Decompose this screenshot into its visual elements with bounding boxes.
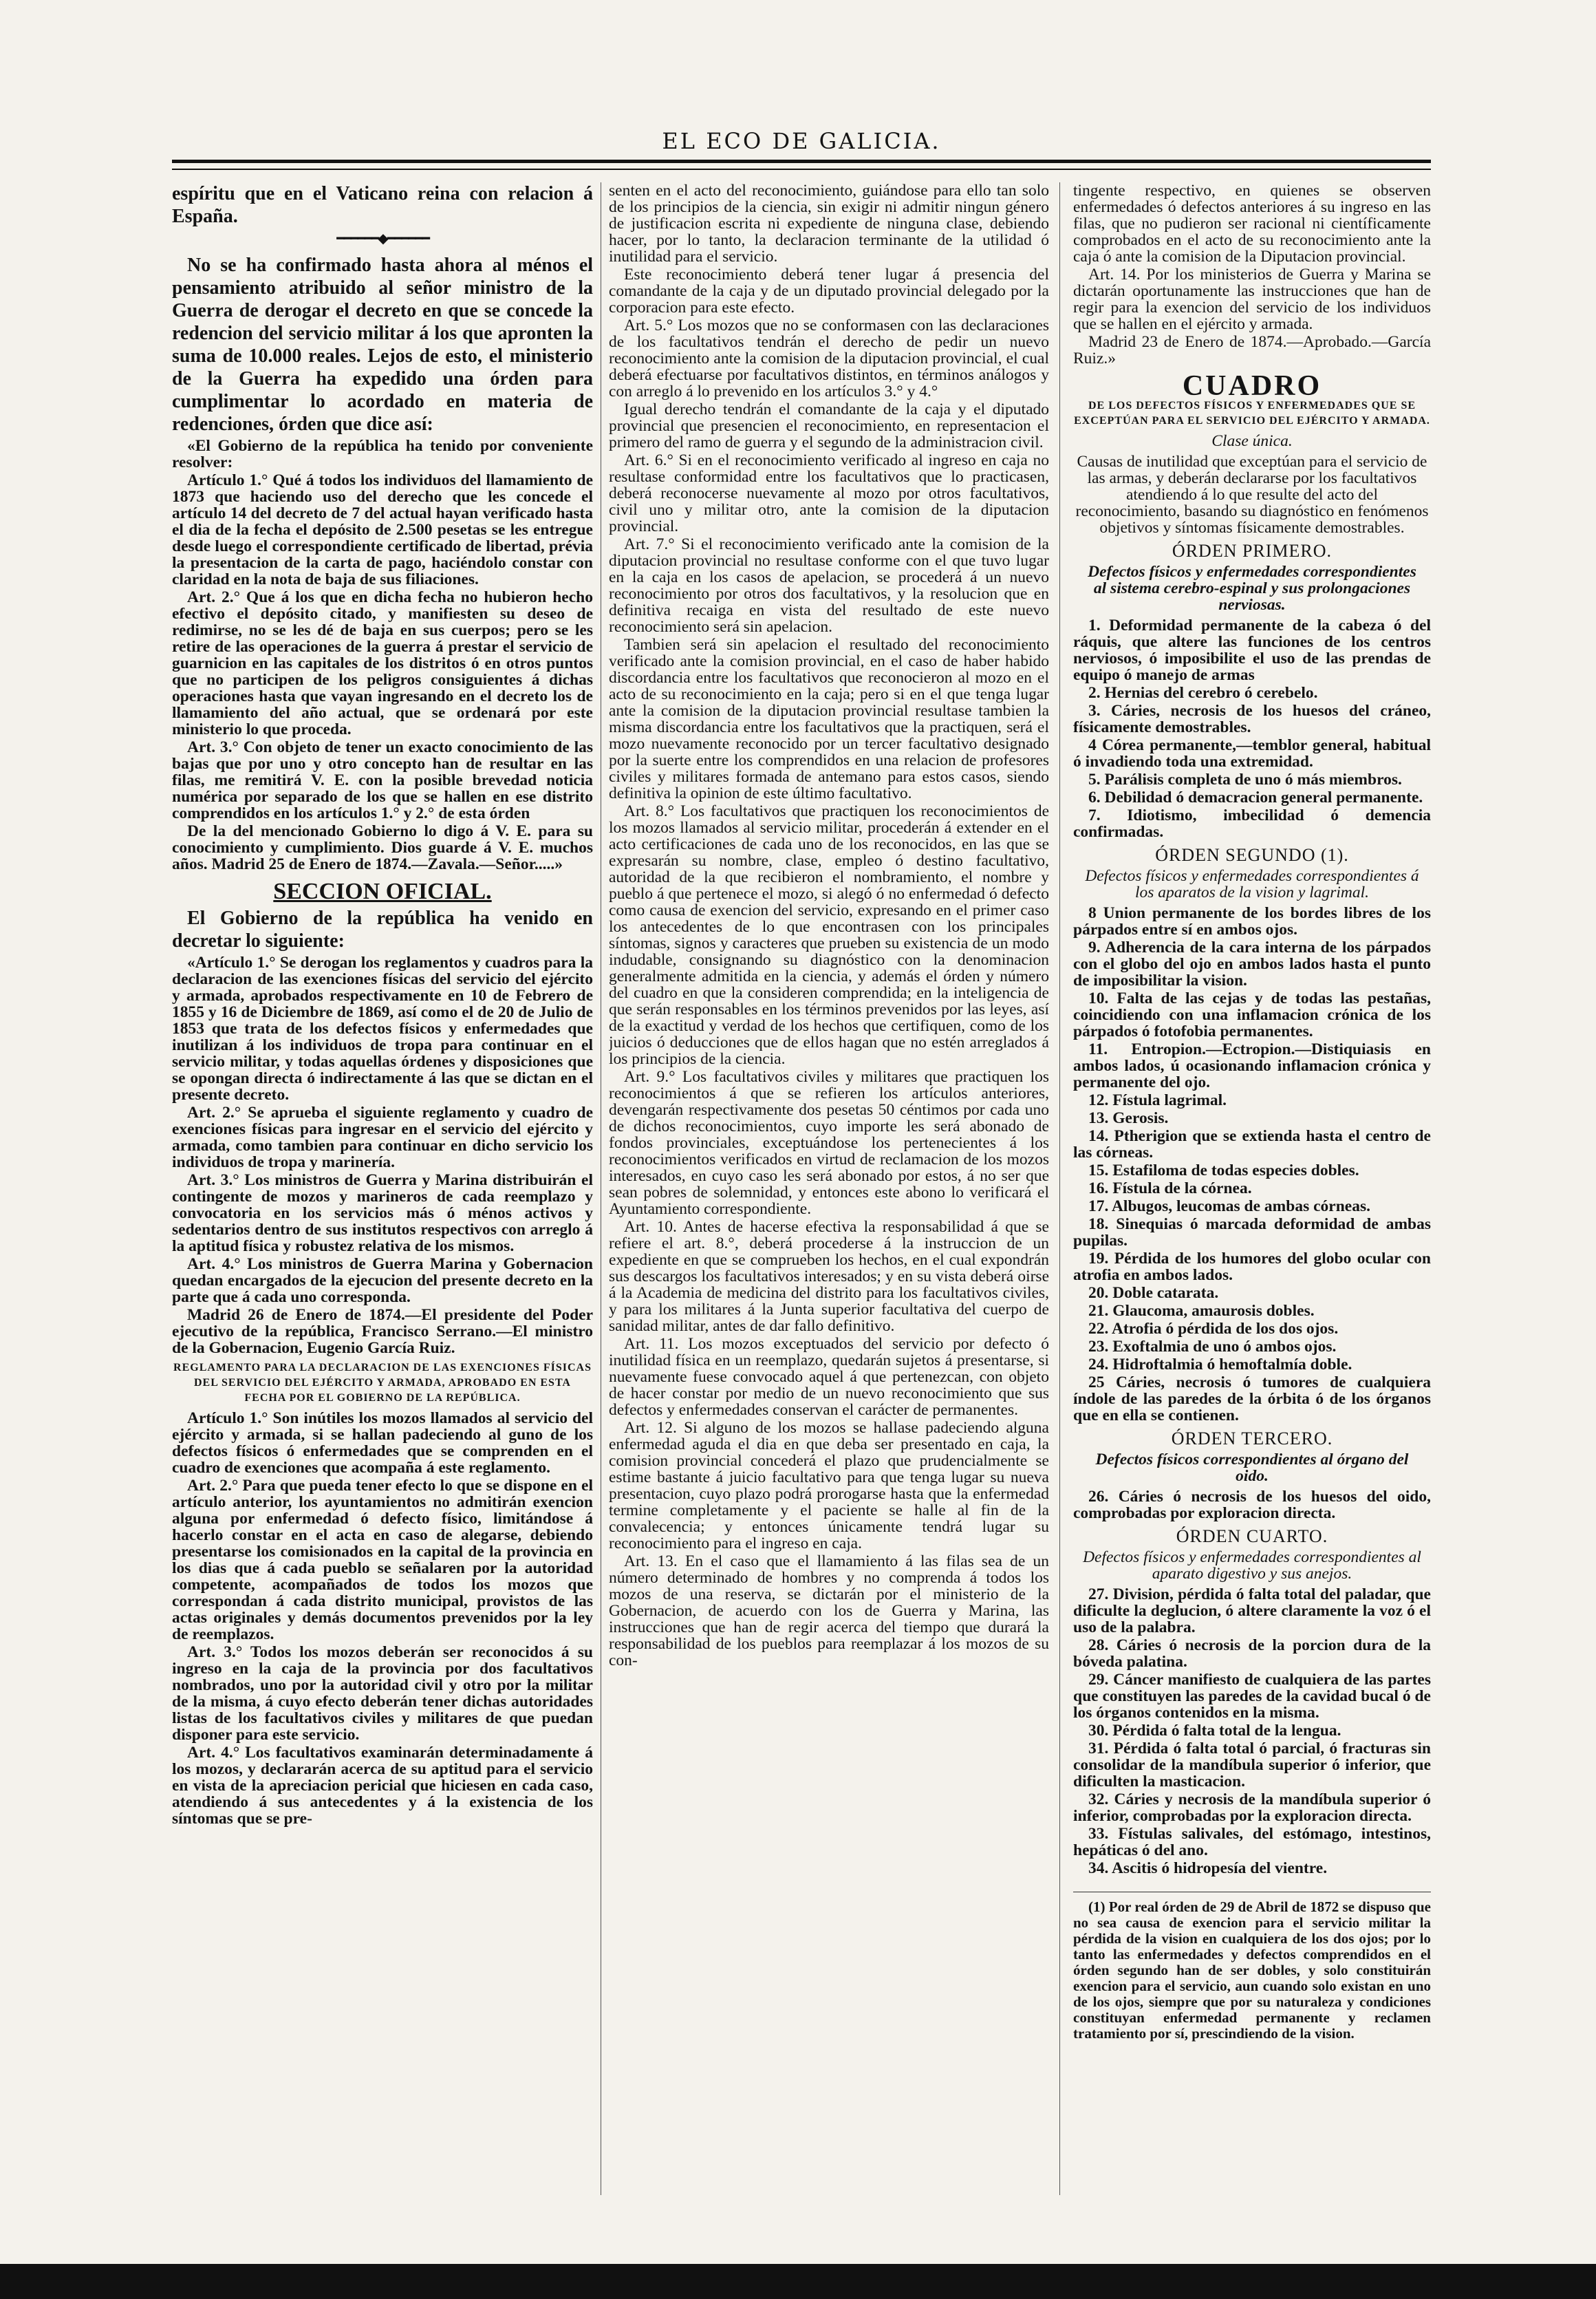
list-item: 10. Falta de las cejas y de todas las pestañas, coincidiendo con una inflamacion crónica de los párpados ó fotofobia permanentes.: [1073, 990, 1431, 1040]
list-item: 3. Cáries, necrosis de los huesos del cráneo, físicamente demostrables.: [1073, 702, 1431, 736]
article-paragraph: Art. 6.° Si en el reconocimiento verificado al ingreso en caja no resultase conformidad entre los facultativos que lo practicasen, deberá reconocerse nuevamente al mozo por otros facultativos, civil uno y militar otro, ante la comision de la diputacion provincial.: [609, 451, 1049, 535]
list-item: 27. Division, pérdida ó falta total del paladar, que dificulte la deglucion, ó altere claramente la voz ó el uso de la palabra.: [1073, 1585, 1431, 1636]
decreto-paragraph: Art. 3.° Los ministros de Guerra y Marina distribuirán el contingente de mozos y marineros de cada reemplazo y convocatoria en los servicios más ó ménos activos y sedentarios dentro de sus institutos respectivos con arreglo á la aptitud física y robustez relativa de los mismos.: [172, 1171, 593, 1255]
cuadro-subtitle: DE LOS DEFECTOS FÍSICOS Y ENFERMEDADES QUE SE EXCEPTÚAN PARA EL SERVICIO DEL EJÉRCITO Y ARMADA.: [1074, 400, 1430, 427]
column-1: [172, 182, 593, 2195]
causas-text: Causas de inutilidad que exceptúan para el servicio de las armas, y deberán declararse por los facultativos atendiendo á lo que resulte del acto del reconocimiento, basando su diagnóstico en fenómenos objetivos y síntomas físicamente demostrables.: [1075, 453, 1429, 537]
footnote-text: (1) Por real órden de 29 de Abril de 1872 se dispuso que no sea causa de exencion para el servicio militar la pérdida de la vision en cualquiera de los dos ojos; por lo tanto las enfermedades y defectos comprendidos en el órden segundo han de ser dobles, y solo constituirán exencion para el servicio, aun cuando solo existan en uno de los ojos, siempre que por su naturaleza y condiciones constituyan enfermedad permanente y reclamen tratamiento por sí, prescindiendo de la vision.: [1073, 1899, 1431, 2042]
clase-label: Clase única.: [1211, 432, 1293, 450]
redencion-text: No se ha confirmado hasta ahora al ménos el pensamiento atribuido al señor ministro de la Guerra de derogar el decreto en que se concede la redencion del servicio militar á los que apronten la suma de 10.000 reales. Lejos de esto, el ministerio de la Guerra ha expedido una órden para cumplimentar lo acordado en materia de redenciones, órden que dice así:: [172, 255, 593, 435]
column-3: [1073, 182, 1431, 2195]
list-item: 29. Cáncer manifiesto de cualquiera de las partes que constituyen las paredes de la cavidad bucal ó de los órganos contenidos en la misma.: [1073, 1671, 1431, 1722]
gobierno-lead-text: El Gobierno de la república ha venido en decretar lo siguiente:: [172, 908, 593, 952]
defect-list: [1073, 1586, 1431, 1876]
list-item: 12. Fístula lagrimal.: [1088, 1091, 1227, 1109]
orden-heading: ÓRDEN CUARTO.: [1176, 1526, 1328, 1546]
list-item: 31. Pérdida ó falta total ó parcial, ó fracturas sin consolidar de la mandíbula superior ó inferior, que dificulten la masticacion.: [1073, 1740, 1431, 1790]
list-item: 5. Parálisis completa de uno ó más miembros.: [1088, 771, 1402, 789]
list-item: 34. Ascitis ó hidropesía del vientre.: [1088, 1859, 1328, 1877]
article-paragraph: Art. 14. Por los ministerios de Guerra y Marina se dictarán oportunamente las instrucciones que han de regir para la exencion del servicio de los individuos que se hallen en el ejército y armada.: [1073, 266, 1431, 333]
orden-paragraph: Artículo 1.° Qué á todos los individuos del llamamiento de 1873 que haciendo uso del derecho que les concede el artículo 14 del decreto de 7 del actual hayan verificado hasta el dia de la fecha el depósito de 2.500 pesetas se les entregue desde luego el correspondiente certificado de libertad, prévia la presentacion de la carta de pago, haciéndolo constar con claridad en la nota de baja de sus filiaciones.: [172, 471, 593, 588]
list-item: 28. Cáries ó necrosis de la porcion dura de la bóveda palatina.: [1073, 1636, 1431, 1671]
list-item: 4 Córea permanente,—temblor general, habitual ó invadiendo toda una extremidad.: [1073, 736, 1431, 771]
list-item: 17. Albugos, leucomas de ambas córneas.: [1088, 1197, 1370, 1215]
orden-paragraph: «El Gobierno de la república ha tenido por conveniente resolver:: [172, 437, 593, 471]
article-paragraph: Art. 5.° Los mozos que no se conformasen con las declaraciones de los facultativos tendrán el derecho de pedir un nuevo reconocimiento ante la comision de la diputacion provincial, el cual deberá efectuarse por facultativos distintos, en términos análogos y con arreglo á lo prevenido en los artículos 3.° y 4.°: [609, 317, 1049, 400]
list-item: 33. Fístulas salivales, del estómago, intestinos, hepáticas ó del ano.: [1073, 1825, 1431, 1859]
list-item: 2. Hernias del cerebro ó cerebelo.: [1088, 684, 1318, 702]
list-item: 26. Cáries ó necrosis de los huesos del oido, comprobadas por exploracion directa.: [1073, 1488, 1431, 1522]
list-item: 16. Fístula de la córnea.: [1088, 1179, 1252, 1197]
footnote: [1073, 1892, 1431, 2042]
section-title: SECCION OFICIAL.: [273, 879, 492, 904]
orden-heading: ÓRDEN TERCERO.: [1171, 1429, 1333, 1448]
orden-subheading: Defectos físicos y enfermedades correspondientes al sistema cerebro-espinal y sus prolongaciones nerviosas.: [1088, 563, 1416, 614]
list-item: 18. Sinequias ó marcada deformidad de ambas pupilas.: [1073, 1215, 1431, 1250]
list-item: 11. Entropion.—Ectropion.—Distiquiasis en ambos lados, ú ocasionando inflamacion crónica y permanente del ojo.: [1073, 1040, 1431, 1091]
orden-paragraph: De la del mencionado Gobierno lo digo á V. E. para su conocimiento y cumplimiento. Dios guarde á V. E. muchos años. Madrid 25 de Enero de 1874.—Zavala.—Señor.....»: [172, 822, 593, 873]
list-item: 6. Debilidad ó demacracion general permanente.: [1088, 789, 1423, 806]
article-paragraph: tingente respectivo, en quienes se observen enfermedades ó defectos anteriores á su ingreso en las filas, que no pudieron ser racional ni científicamente comprobados en el acto de su reconocimiento ante la caja ó ante la comision de la Diputacion provincial.: [1073, 182, 1431, 266]
list-item: 21. Glaucoma, amaurosis dobles.: [1088, 1302, 1315, 1320]
article-paragraph: Art. 12. Si alguno de los mozos se hallase padeciendo alguna enfermedad aguda el dia en que deba ser presentado en caja, la comision provincial concederá el plazo que prudencialmente se estime bastante á juicio facultativo para que tenga lugar su nueva presentacion, cuyo plazo podrá prorogarse hasta que la enfermedad termine completamente y el paciente se halle al fin de la convalecencia; y entonces únicamente tendrá lugar su reconocimiento para el ingreso en caja.: [609, 1419, 1049, 1552]
defect-list: [1073, 617, 1431, 840]
orden-heading: ÓRDEN SEGUNDO (1).: [1155, 845, 1349, 865]
reglamento-paragraph: Art. 2.° Para que pueda tener efecto lo que se dispone en el artículo anterior, los ayuntamientos no admitirán exencion alguna por enfermedad ó defecto físico, limitándose á hacerlo constar en el acta en caso de alegarse, debiendo presentarse los comisionados en la capital de la provincia en los dias que á cada pueblo se señalaren por la autoridad competente, acompañados de todos los mozos que correspondan á cada distrito municipal, provistos de las actas originales y demás documentos prevenidos por la ley de reemplazos.: [172, 1477, 593, 1643]
masthead-rule: [172, 160, 1431, 163]
lead-paragraph: [172, 182, 593, 228]
masthead-rule-thin: [172, 169, 1431, 170]
orden-subheading: Defectos físicos y enfermedades correspondientes á los aparatos de la vision y lagrimal.: [1085, 867, 1419, 901]
list-item: 13. Gerosis.: [1088, 1109, 1169, 1127]
article-paragraph: Este reconocimiento deberá tener lugar á presencia del comandante de la caja y de un diputado provincial delegado por la corporacion para este efecto.: [609, 266, 1049, 317]
redencion-article: [172, 254, 593, 436]
orden-paragraph: Art. 2.° Que á los que en dicha fecha no hubieron hecho efectivo el depósito citado, y manifiesten su deseo de redimirse, no se les dé de baja en sus cuerpos; pero se les retire de las operaciones de la guerra á prestar el servicio de guarnicion en las capitales de los distritos ó en otros puntos que no participen de los peligros consiguientes á dichas operaciones hasta que vayan ingresando en el decreto los de llamamiento del año actual, que se ordenará por este ministerio lo que proceda.: [172, 588, 593, 738]
scan-bottom-edge: [0, 2264, 1596, 2299]
article-paragraph: Tambien será sin apelacion el resultado del reconocimiento verificado ante la comision provincial, en el caso de haber habido discordancia entre los facultativos que reconocieron al mozo en el acto de su reconocimiento en la caja; pero si en el que tenga lugar ante la comision de la diputacion provincial resultase tambien la misma discordancia entre los facultativos que la practiquen, será el mozo nuevamente reconocido por un tercer facultativo designado por la suerte entre los comprendidos en una relacion de profesores civiles y militares formada de antemano para estos casos, siendo definitiva la opinion de este último facultativo.: [609, 636, 1049, 802]
article-paragraph: Art. 13. En el caso que el llamamiento á las filas sea de un número determinado de hombres y no comprenda á todos los mozos de una reserva, se dictarán por el ministerio de la Gobernacion, de acuerdo con los de Guerra y Marina, las instrucciones que han de regir acerca del tiempo que durará la responsabilidad de los pueblos para reemplazar á los mozos de su con-: [609, 1552, 1049, 1669]
column-2: [609, 182, 1049, 2195]
decreto-paragraph: «Artículo 1.° Se derogan los reglamentos y cuadros para la declaracion de las exenciones físicas del servicio del ejército y armada, aprobados respectivamente en 10 de Febrero de 1855 y 16 de Diciembre de 1869, así como el de 20 de Julio de 1853 que trata de los defectos físicos y enfermedades que inutilizan á los individuos de tropa para continuar en el servicio militar, y todas aquellas órdenes y disposiciones que se opongan directa ó indirectamente á las que se dictan en el presente decreto.: [172, 954, 593, 1104]
article-paragraph: Art. 11. Los mozos exceptuados del servicio por defecto ó inutilidad física en un reemplazo, quedarán sujetos á presentarse, si nuevamente fuese convocado aquel á que pertenezcan, con objeto de hacer constar por medio de un nuevo reconocimiento que sus defectos y enfermedades conservan el carácter de permanentes.: [609, 1335, 1049, 1419]
list-item: 20. Doble catarata.: [1088, 1284, 1219, 1302]
list-item: 1. Deformidad permanente de la cabeza ó del ráquis, que altere las funciones de los centros nerviosos, ó imposibilite el uso de las prendas de equipo ó manejo de armas: [1073, 617, 1431, 684]
column-divider: [1059, 182, 1060, 2195]
lead-text: espíritu que en el Vaticano reina con relacion á España.: [172, 183, 593, 227]
list-item: 19. Pérdida de los humores del globo ocular con atrofia en ambos lados.: [1073, 1250, 1431, 1284]
list-item: 14. Ptherigion que se extienda hasta el centro de las córneas.: [1073, 1127, 1431, 1162]
article-paragraph: Madrid 23 de Enero de 1874.—Aprobado.—García Ruiz.»: [1073, 333, 1431, 367]
orden-paragraph: Art. 3.° Con objeto de tener un exacto conocimiento de las bajas que por uno y otro concepto han de resultar en las filas, me remitirá V. E. con la posible brevedad noticia numérica por separado de los que se hallen en ese distrito comprendidos en los artículos 1.° y 2.° de esta órden: [172, 738, 593, 822]
orden-heading: ÓRDEN PRIMERO.: [1172, 541, 1333, 561]
decreto-text: [172, 954, 593, 1356]
article-paragraph: Igual derecho tendrán el comandante de la caja y el diputado provincial que presencien el reconocimiento, en representacion el primero del ramo de guerra y el segundo de la administracion civil.: [609, 400, 1049, 451]
orden-subheading: Defectos físicos correspondientes al órgano del oido.: [1095, 1451, 1409, 1485]
list-item: 25 Cáries, necrosis ó tumores de cualquiera índole de las paredes de la órbita ó de los órganos que en ella se contienen.: [1073, 1373, 1431, 1424]
reglamento-paragraph: Art. 3.° Todos los mozos deberán ser reconocidos á su ingreso en la caja de la provincia por dos facultativos nombrados, uno por la autoridad civil y otro por la militar de la misma, á cuyo efecto deberán tener dichas autoridades listas de los facultativos civiles y militares de que puedan disponer para este servicio.: [172, 1643, 593, 1744]
orden-subheading: Defectos físicos y enfermedades correspondientes al aparato digestivo y sus anejos.: [1083, 1548, 1421, 1583]
list-item: 15. Estafiloma de todas especies dobles.: [1088, 1162, 1359, 1179]
article-paragraph: Art. 9.° Los facultativos civiles y militares que practiquen los reconocimientos á que se refieren los artículos anteriores, devengarán respectivamente dos pesetas 50 céntimos por cada uno de dichos reconocimientos, cuyo importe les será abonado de fondos provinciales, exceptuándose los pertenecientes á los reconocimientos verificados en virtud de reclamacion de los mozos interesados, en cuyo caso les será abonado por estos, á no ser que sean pobres de solemnidad, y entonces este abono lo verificará el Ayuntamiento correspondiente.: [609, 1068, 1049, 1218]
decreto-paragraph: Art. 4.° Los ministros de Guerra Marina y Gobernacion quedan encargados de la ejecucion del presente decreto en la parte que á cada uno corresponda.: [172, 1255, 593, 1306]
article-paragraph: Art. 10. Antes de hacerse efectiva la responsabilidad á que se refiere el art. 8.°, deberá procederse á la instruccion de un expediente en que se comprueben los hechos, en el cual expondrán sus descargos los facultativos interesados; y en su vista deberá oirse á la Academia de medicina del distrito para los facultativos civiles, y para los militares á la Junta superior facultativa del cuerpo de sanidad militar, antes de dar fallo definitivo.: [609, 1218, 1049, 1335]
decreto-paragraph: Art. 2.° Se aprueba el siguiente reglamento y cuadro de exenciones físicas para ingresar en el servicio del ejército y armada, como tambien para continuar en dicho servicio los individuos de tropa y marinería.: [172, 1104, 593, 1171]
article-paragraph: senten en el acto del reconocimiento, guiándose para ello tan solo de los principios de la ciencia, sin exigir ni admitir ningun género de justificacion escrita ni expediente de ninguna clase, debiendo hacer, por lo tanto, la declaracion terminante de la utilidad ó inutilidad para el servicio.: [609, 182, 1049, 266]
list-item: 9. Adherencia de la cara interna de los párpados con el globo del ojo en ambos lados hasta el punto de imposibilitar la vision.: [1073, 939, 1431, 990]
cuadro-title: CUADRO: [1182, 370, 1322, 402]
list-item: 24. Hidroftalmia ó hemoftalmía doble.: [1088, 1356, 1352, 1373]
list-item: 30. Pérdida ó falta total de la lengua.: [1088, 1722, 1341, 1740]
list-item: 8 Union permanente de los bordes libres de los párpados entre sí en ambos ojos.: [1073, 904, 1431, 939]
list-item: 23. Exoftalmia de uno ó ambos ojos.: [1088, 1338, 1337, 1356]
defect-list: [1073, 905, 1431, 1424]
list-item: 32. Cáries y necrosis de la mandíbula superior ó inferior, comprobadas por la exploracion directa.: [1073, 1790, 1431, 1825]
masthead: EL ECO DE GALICIA.: [662, 128, 941, 154]
reglamento-text: [172, 1410, 593, 1827]
article-paragraph: Art. 7.° Si el reconocimiento verificado ante la comision de la diputacion provincial no resultase conforme con el que tuvo lugar en la caja en los casos de apelacion, se procederá á un nuevo reconocimiento por otros dos facultativos, y la resolucion que en definitiva recaiga en vista del resultado de este nuevo reconocimiento será sin apelacion.: [609, 535, 1049, 636]
article-paragraph: Art. 8.° Los facultativos que practiquen los reconocimientos de los mozos llamados al servicio militar, procederán á extender en el acto certificaciones de cada uno de los reconocidos, en las que se expresarán su nombre, clase, empleo ó destino facultativo, autoridad de la que recibieron el nombramiento, el nombre y pueblo á que pertenece el mozo, si alegó ó no enfermedad ó defecto como causa de exencion del servicio, expresando en el primer caso los antecedentes de lo que encontrasen con los principales síntomas, signos y caracteres que prueben su existencia de un modo indudable, consignando su diagnóstico con la denominacion generalmente admitida en la ciencia, y además el órden y número del cuadro en que la consideren comprendida; en la inteligencia de que serán responsables en los términos prevenidos por las leyes, así de la exactitud y verdad de los hechos que certifiquen, como de los juicios ó deducciones que de ellos hagan que no estén arreglados á los principios de la ciencia.: [609, 802, 1049, 1068]
list-item: 7. Idiotismo, imbecilidad ó demencia confirmadas.: [1073, 806, 1431, 841]
gobierno-lead: [172, 907, 593, 952]
reglamento-paragraph: Art. 4.° Los facultativos examinarán determinadamente á los mozos, y declararán acerca de su aptitud para el servicio en vista de la apreciacion pericial que hiciesen en cada caso, atendiendo á sus antecedentes y á la existencia de los síntomas que se pre-: [172, 1744, 593, 1828]
reglamento-title: REGLAMENTO PARA LA DECLARACION DE LAS EXENCIONES FÍSICAS DEL SERVICIO DEL EJÉRCITO Y ARMADA, APROBADO EN ESTA FECHA POR EL GOBIERNO DE LA REPÚBLICA.: [173, 1362, 592, 1404]
reglamento-paragraph: Artículo 1.° Son inútiles los mozos llamados al servicio del ejército y armada, si se hallan padeciendo al guno de los defectos físicos ó enfermedades que se comprenden en el cuadro de exenciones que acompaña á este reglamento.: [172, 1409, 593, 1477]
ornament-divider: ━━━━━━◆━━━━━━: [336, 231, 429, 246]
orden-text: [172, 438, 593, 873]
list-item: 22. Atrofia ó pérdida de los dos ojos.: [1088, 1320, 1339, 1338]
decreto-paragraph: Madrid 26 de Enero de 1874.—El presidente del Poder ejecutivo de la república, Francisco Serrano.—El ministro de la Gobernacion, Eugenio García Ruiz.: [172, 1306, 593, 1357]
defect-list: [1073, 1488, 1431, 1521]
